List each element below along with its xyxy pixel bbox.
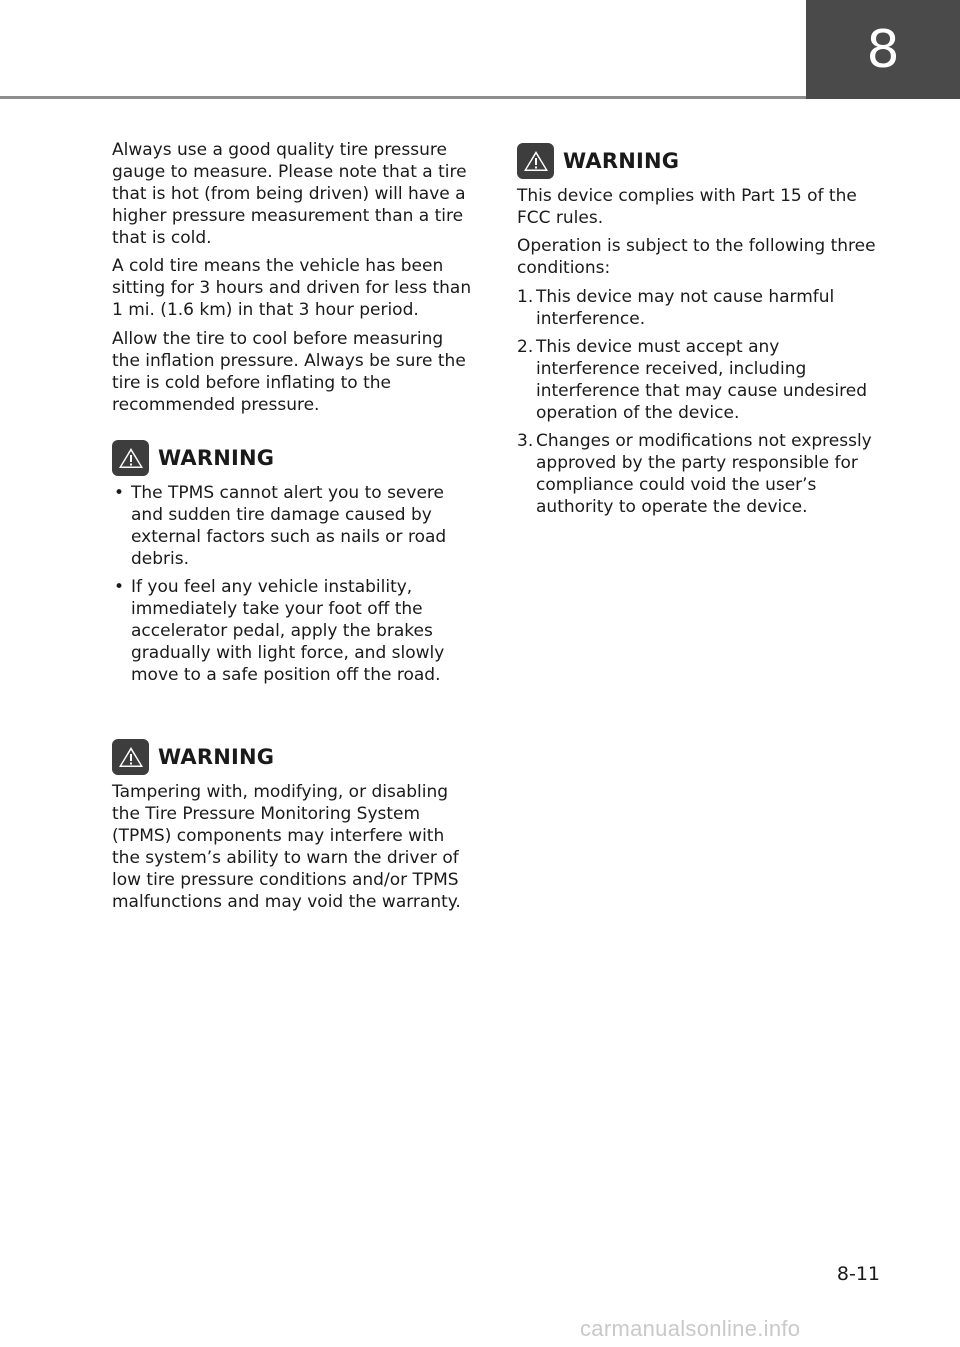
list-item-text: This device must accept any interference received, including interference that may cause undesired operation of the device. [536, 337, 867, 423]
chapter-tab [806, 0, 960, 99]
warning-triangle-icon [112, 440, 149, 476]
list-item-number: 1. [517, 287, 534, 307]
conditions-list [517, 286, 882, 524]
warning-title: WARNING [158, 745, 275, 769]
chapter-number: 8 [866, 19, 900, 80]
conditions-paragraph: Operation is subject to the following three conditions: [517, 236, 876, 278]
warning-1-bullets [112, 482, 472, 692]
warning-header-3 [517, 143, 679, 179]
list-item-text: This device may not cause harmful interference. [536, 287, 835, 329]
warning-header-1 [112, 440, 274, 476]
list-item-number: 2. [517, 337, 534, 357]
list-item: • The TPMS cannot alert you to severe and sudden tire damage caused by external factors such as nails or road debris. [112, 482, 472, 570]
warning-triangle-icon [517, 143, 554, 179]
warning-title: WARNING [563, 149, 680, 173]
warning-title: WARNING [158, 446, 275, 470]
warning-triangle-icon [112, 739, 149, 775]
list-item-number: 3. [517, 431, 534, 451]
warning-header-2 [112, 739, 274, 775]
list-item [517, 336, 882, 424]
list-item [517, 286, 882, 330]
list-item [517, 430, 882, 518]
warning-2-text: Tampering with, modifying, or disabling the Tire Pressure Monitoring System (TPMS) components may interfere with the system’s ability to warn the driver of low tire pressure conditions and/or TPMS malfunctions and may void the warranty. [112, 782, 461, 912]
paragraph-cool-tire: Allow the tire to cool before measuring the inflation pressure. Always be sure the tire is cold before inflating to the recommended pressure. [112, 329, 466, 415]
page-number: 8-11 [836, 1263, 880, 1285]
paragraph-cold-tire: A cold tire means the vehicle has been sitting for 3 hours and driven for less than 1 mi. (1.6 km) in that 3 hour period. [112, 256, 472, 320]
list-item-text: Changes or modifications not expressly approved by the party responsible for compliance could void the user’s authority to operate the device. [536, 431, 872, 517]
header-rule [0, 96, 806, 99]
paragraph-gauge: Always use a good quality tire pressure gauge to measure. Please note that a tire that is hot (from being driven) will have a higher pressure measurement than a tire that is cold. [112, 140, 467, 248]
fcc-paragraph: This device complies with Part 15 of the FCC rules. [517, 186, 857, 228]
list-item: • If you feel any vehicle instability, immediately take your foot off the accelerator pedal, apply the brakes gradually with light force, and slowly move to a safe position off the road. [112, 576, 472, 686]
watermark: carmanualsonline.info [580, 1316, 801, 1341]
